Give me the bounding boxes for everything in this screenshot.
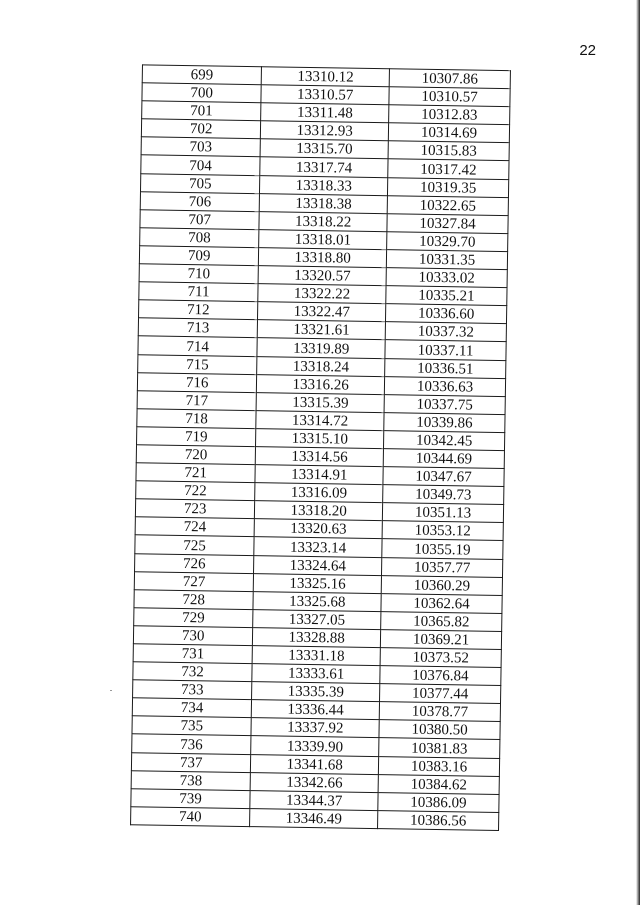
northing-cell: 10377.44 [380, 684, 501, 704]
point-number-cell: 704 [141, 155, 261, 175]
point-number-cell: 726 [135, 553, 255, 573]
easting-cell: 13335.39 [252, 682, 380, 702]
easting-cell: 13315.10 [256, 429, 384, 449]
point-number-cell: 708 [140, 228, 260, 248]
easting-cell: 13321.61 [258, 320, 386, 340]
easting-cell: 13318.80 [259, 248, 387, 268]
easting-cell: 13318.20 [255, 501, 383, 521]
coordinate-table [130, 64, 511, 831]
easting-cell: 13318.22 [259, 211, 387, 231]
point-number-cell: 718 [137, 409, 257, 429]
easting-cell: 13337.92 [251, 718, 379, 738]
northing-cell: 10376.84 [380, 666, 501, 686]
point-number-cell: 721 [136, 463, 256, 483]
northing-cell: 10335.21 [386, 286, 507, 306]
northing-cell: 10373.52 [380, 648, 501, 668]
easting-cell: 13325.68 [253, 591, 381, 611]
point-number-cell: 740 [131, 807, 251, 827]
easting-cell: 13327.05 [253, 609, 381, 629]
point-number-cell: 707 [140, 210, 260, 230]
point-number-cell: 733 [133, 680, 253, 700]
easting-cell: 13341.68 [251, 754, 379, 774]
easting-cell: 13318.33 [260, 175, 388, 195]
northing-cell: 10319.35 [388, 177, 509, 197]
northing-cell: 10336.51 [385, 358, 506, 378]
northing-cell: 10349.73 [383, 485, 504, 505]
easting-cell: 13318.01 [259, 230, 387, 250]
northing-cell: 10337.32 [385, 322, 506, 342]
point-number-cell: 723 [135, 499, 255, 519]
northing-cell: 10342.45 [384, 431, 505, 451]
easting-cell: 13310.57 [261, 85, 389, 105]
easting-cell: 13314.72 [256, 410, 384, 430]
easting-cell: 13325.16 [254, 573, 382, 593]
point-number-cell: 737 [131, 752, 251, 772]
easting-cell: 13317.74 [260, 157, 388, 177]
northing-cell: 10386.56 [378, 810, 499, 830]
northing-cell: 10378.77 [379, 702, 500, 722]
point-number-cell: 716 [137, 372, 257, 392]
easting-cell: 13336.44 [252, 700, 380, 720]
point-number-cell: 731 [133, 644, 253, 664]
easting-cell: 13322.22 [258, 284, 386, 304]
easting-cell: 13310.12 [262, 67, 390, 87]
northing-cell: 10336.60 [386, 304, 507, 324]
easting-cell: 13314.56 [256, 447, 384, 467]
easting-cell: 13346.49 [250, 808, 378, 828]
northing-cell: 10322.65 [387, 195, 508, 215]
easting-cell: 13316.26 [257, 374, 385, 394]
point-number-cell: 714 [138, 336, 258, 356]
northing-cell: 10337.75 [384, 394, 505, 414]
northing-cell: 10381.83 [379, 738, 500, 758]
northing-cell: 10365.82 [381, 611, 502, 631]
northing-cell: 10384.62 [378, 774, 499, 794]
easting-cell: 13312.93 [261, 121, 389, 141]
northing-cell: 10355.19 [382, 539, 503, 559]
easting-cell: 13328.88 [253, 628, 381, 648]
easting-cell: 13320.63 [254, 519, 382, 539]
northing-cell: 10380.50 [379, 720, 500, 740]
northing-cell: 10317.42 [388, 159, 509, 179]
northing-cell: 10383.16 [378, 756, 499, 776]
point-number-cell: 719 [137, 427, 257, 447]
northing-cell: 10360.29 [381, 575, 502, 595]
easting-cell: 13315.70 [260, 139, 388, 159]
point-number-cell: 725 [135, 535, 255, 555]
northing-cell: 10314.69 [388, 123, 509, 143]
point-number-cell: 722 [136, 481, 256, 501]
northing-cell: 10351.13 [382, 503, 503, 523]
easting-cell: 13339.90 [251, 736, 379, 756]
point-number-cell: 705 [141, 173, 261, 193]
point-number-cell: 734 [132, 698, 252, 718]
easting-cell: 13318.24 [257, 356, 385, 376]
scan-edge-shadow [636, 0, 640, 905]
easting-cell: 13315.39 [256, 392, 384, 412]
northing-cell: 10344.69 [383, 449, 504, 469]
point-number-cell: 712 [139, 300, 259, 320]
northing-cell: 10347.67 [383, 467, 504, 487]
northing-cell: 10333.02 [386, 268, 507, 288]
point-number-cell: 699 [142, 65, 262, 85]
easting-cell: 13324.64 [254, 555, 382, 575]
easting-cell: 13322.47 [258, 302, 386, 322]
easting-cell: 13333.61 [252, 664, 380, 684]
easting-cell: 13311.48 [261, 103, 389, 123]
point-number-cell: 701 [142, 101, 262, 121]
point-number-cell: 713 [138, 318, 258, 338]
point-number-cell: 735 [132, 716, 252, 736]
northing-cell: 10353.12 [382, 521, 503, 541]
easting-cell: 13314.91 [255, 465, 383, 485]
point-number-cell: 728 [134, 589, 254, 609]
scan-speck [110, 690, 112, 691]
northing-cell: 10337.11 [385, 340, 506, 360]
point-number-cell: 739 [131, 788, 251, 808]
point-number-cell: 729 [134, 608, 254, 628]
northing-cell: 10339.86 [384, 412, 505, 432]
point-number-cell: 710 [139, 264, 259, 284]
point-number-cell: 738 [131, 770, 251, 790]
point-number-cell: 700 [142, 83, 262, 103]
point-number-cell: 730 [133, 626, 253, 646]
coordinate-table-container [110, 64, 514, 831]
northing-cell: 10362.64 [381, 593, 502, 613]
northing-cell: 10357.77 [382, 557, 503, 577]
table-body [131, 65, 511, 831]
easting-cell: 13319.89 [257, 338, 385, 358]
easting-cell: 13344.37 [250, 790, 378, 810]
point-number-cell: 702 [141, 119, 261, 139]
easting-cell: 13316.09 [255, 483, 383, 503]
page-number: 22 [579, 42, 596, 59]
point-number-cell: 703 [141, 137, 261, 157]
northing-cell: 10331.35 [386, 250, 507, 270]
point-number-cell: 715 [138, 354, 258, 374]
northing-cell: 10315.83 [388, 141, 509, 161]
easting-cell: 13323.14 [254, 537, 382, 557]
point-number-cell: 724 [135, 517, 255, 537]
easting-cell: 13320.57 [258, 266, 386, 286]
point-number-cell: 706 [140, 191, 260, 211]
northing-cell: 10386.09 [378, 792, 499, 812]
northing-cell: 10312.83 [389, 105, 510, 125]
point-number-cell: 727 [134, 571, 254, 591]
northing-cell: 10329.70 [387, 232, 508, 252]
northing-cell: 10310.57 [389, 87, 510, 107]
point-number-cell: 720 [136, 445, 256, 465]
northing-cell: 10369.21 [380, 630, 501, 650]
northing-cell: 10336.63 [384, 376, 505, 396]
point-number-cell: 709 [139, 246, 259, 266]
northing-cell: 10327.84 [387, 213, 508, 233]
northing-cell: 10307.86 [389, 69, 510, 89]
point-number-cell: 717 [137, 390, 257, 410]
easting-cell: 13331.18 [252, 646, 380, 666]
point-number-cell: 711 [139, 282, 259, 302]
point-number-cell: 736 [132, 734, 252, 754]
easting-cell: 13318.38 [260, 193, 388, 213]
point-number-cell: 732 [133, 662, 253, 682]
easting-cell: 13342.66 [250, 772, 378, 792]
